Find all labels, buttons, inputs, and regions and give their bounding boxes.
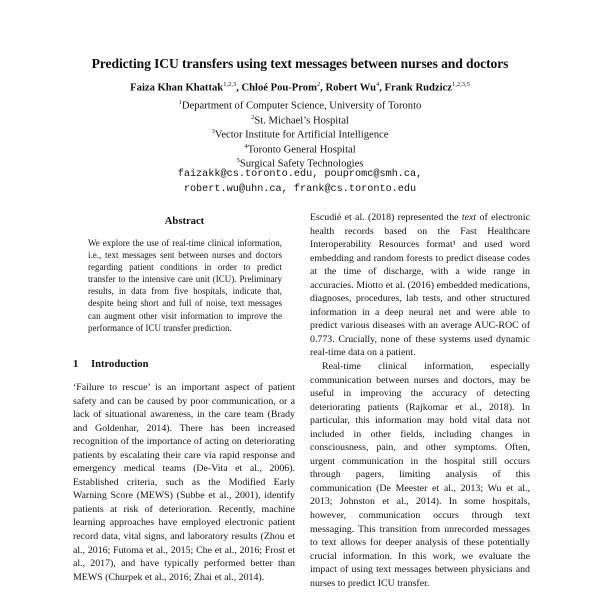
affiliation: [0, 96, 600, 111]
text-run: Escudié et al. (2018) represented the: [310, 212, 462, 223]
affiliation: [0, 140, 600, 155]
affiliation-text: St. Michael’s Hospital: [254, 115, 349, 127]
author-affiliation-marker: 1,2,3,5: [451, 81, 470, 88]
abstract-text: We explore the use of real-time clinical information, i.e., text messages sent between nurses and doctors regarding patient conditions in order to predict transfer to the intensive care unit (ICU). Preliminary results, in data from five hospitals, indicate that, despite being short and full of noise, text messages can augment other visit information to improve the performance of ICU transfer prediction.: [88, 238, 282, 333]
section-number: 1: [73, 359, 79, 370]
author-name: Faiza Khan Khattak: [130, 82, 224, 94]
emphasis-text: text: [461, 212, 477, 223]
affiliation-text: Toronto General Hospital: [247, 144, 356, 156]
paragraph-related-work: [310, 211, 530, 360]
affiliation: [0, 111, 600, 126]
abstract-heading: Abstract: [164, 216, 205, 227]
affiliation-list: [0, 96, 600, 169]
section-title: Introduction: [91, 359, 149, 370]
affiliation-text: Surgical Safety Technologies: [239, 158, 364, 170]
email-line: faizakk@cs.toronto.edu, poupromc@smh.ca,: [177, 169, 423, 180]
text-run: of electronic health records based on the Fast Healthcare Interoperability Resources format¹ and used word embedding and random forests to predict disease codes at the time of discharge, with a wide range in accuracies. Miotto et al. (2016) embedded medications, diagnoses, procedures, lab tests, and other structured information in a deep neural net and were able to predict various diseases with an average AUC-ROC of 0.773. Crucially, none of these systems used dynamic real-time data on a patient.: [310, 212, 530, 359]
paper-title: Predicting ICU transfers using text messages between nurses and doctors: [91, 56, 509, 71]
affiliation-marker: 1: [178, 99, 182, 106]
author-name: Frank Rudzicz: [384, 82, 452, 94]
author-affiliation-marker: 4: [376, 81, 380, 88]
author-affiliation-marker: 2: [316, 81, 321, 88]
introduction-paragraph: ‘Failure to rescue’ is an important aspect of patient safety and can be caused by poor communication, or a lack of situational awareness, in the care team (Brady and Goldenhar, 2014). There has been increased recognition of the importance of acting on deteriorating patients by escalating their care via rapid response and emergency medical teams (De-Vita et al., 2006). Established criteria, such as the Modified Early Warning Score (MEWS) (Subbe et al., 2001), identify patients at risk of deterioration. Recently, machine learning approaches have employed electronic patient record data, vital signs, and laboratory results (Zhou et al., 2016; Futoma et al., 2015; Che et al., 2016; Frost et al., 2017), and have typically performed better than MEWS (Churpek et al., 2016; Zhai et al., 2014).: [73, 382, 295, 583]
paragraph-motivation: Real-time clinical information, especially communication between nurses and doctors, may be useful in improving the accuracy of detecting deteriorating patients (Rajkomar et al., 2018). In particular, this information may hold vital data not included in other fields, including changes in consciousness, pain, and other symptoms. Often, urgent communication in the hospital still occurs through pagers, limiting analysis of this communication (De Meester et al., 2013; Wu et al., 2013; Johnston et al., 2014). In some hospitals, however, communication occurs through text messaging. This transition from unrecorded messages to text allows for deeper analysis of these potentially crucial information. In this work, we evaluate the impact of using text messages between physicians and nurses to predict ICU transfer.: [310, 361, 530, 589]
introduction-body: [73, 381, 295, 584]
email-line: robert.wu@uhn.ca, frank@cs.toronto.edu: [183, 184, 417, 195]
affiliation-text: Department of Computer Science, University of Toronto: [181, 100, 422, 112]
affiliation: [0, 125, 600, 140]
author-name: Chloé Pou-Prom: [241, 82, 317, 94]
author-name: Robert Wu: [325, 82, 376, 94]
author-list: Faiza Khan Khattak$^{1,2,3}$, Chloé Pou-Prom$^2$, Robert Wu$^4$, Frank Rudzicz$^{1,2,3,5}$: [130, 81, 470, 94]
email-block: [0, 167, 600, 197]
affiliation-marker: 5: [236, 157, 240, 164]
affiliation-marker: 2: [251, 113, 255, 121]
affiliation-marker: 4: [244, 142, 248, 150]
section-heading-introduction: [73, 359, 293, 370]
affiliation-marker: 3: [211, 128, 215, 135]
affiliation-text: Vector Institute for Artificial Intelligence: [214, 129, 389, 141]
right-column-body: [310, 211, 530, 590]
author-affiliation-marker: 1,2,3: [223, 81, 237, 88]
